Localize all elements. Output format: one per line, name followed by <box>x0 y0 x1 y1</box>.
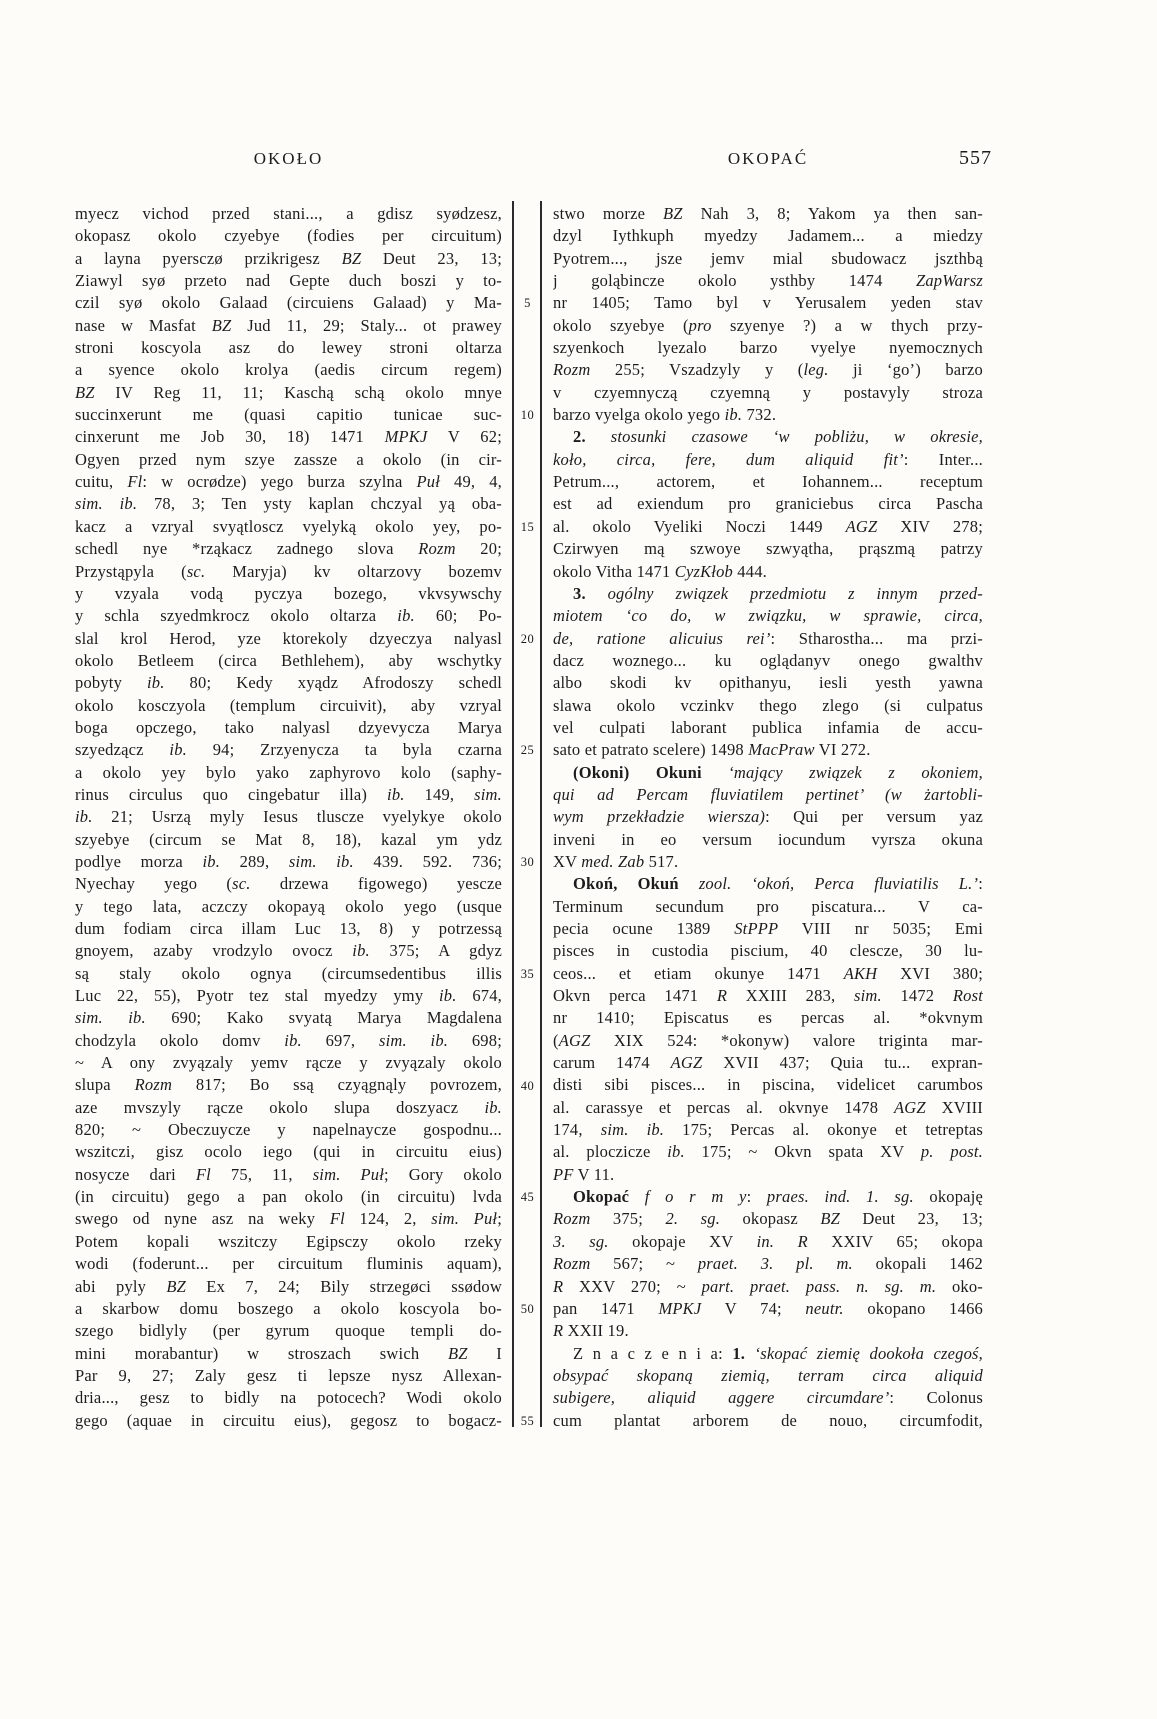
text-line: Pyotrem..., jsze jemv mial sbudowacz jszthbą <box>553 248 983 268</box>
text-line: al. ploczicze ib. 175; ~ Okvn spata XV p. post. <box>553 1142 983 1162</box>
text-line: a okolo yey bylo yako zaphyrovo kolo (saphy- <box>75 762 502 782</box>
text-line: albo skodi kv opithanyu, iesli yesth yawna <box>553 673 983 693</box>
text-line: gego (aquae in circuitu eius), gegosz to bogacz- <box>75 1410 502 1430</box>
text-line: miotem ‘co do, w związku, w sprawie, circa, <box>553 606 983 626</box>
line-number: 15 <box>520 519 535 534</box>
line-number: 55 <box>520 1413 535 1428</box>
text-line: 174, sim. ib. 175; Percas al. okonye et tetreptas <box>553 1120 983 1140</box>
text-line: PF V 11. <box>553 1164 615 1184</box>
text-line: szyenkoch lyezalo barzo vyelye nyemocznych <box>553 338 983 358</box>
text-line: cum plantat arborem de nouo, circumfodit, <box>553 1410 983 1430</box>
text-line: 2. stosunki czasowe ‘w pobliżu, w okresie, <box>573 427 983 447</box>
text-line: 3. sg. okopaje XV in. R XXIV 65; okopa <box>553 1231 983 1251</box>
line-number: 35 <box>520 966 535 981</box>
text-line: pan 1471 MPKJ V 74; neutr. okopano 1466 <box>553 1298 983 1318</box>
line-number: 50 <box>520 1302 535 1317</box>
text-line: Przystąpyla (sc. Maryja) kv oltarzovy bozemv <box>75 561 502 581</box>
text-line: Par 9, 27; Zaly gesz ti lepsze nysz Allexan- <box>75 1365 502 1385</box>
text-line: Okvn perca 1471 R XXIII 283, sim. 1472 Rost <box>553 986 983 1006</box>
text-line: gnoyem, azaby vrodzylo ovocz ib. 375; A gdyz <box>75 941 502 961</box>
text-line: 820; ~ Obeczuycze y napelnaycze gospodnu... <box>75 1120 502 1140</box>
text-line: Rozm 567; ~ praet. 3. pl. m. okopali 1462 <box>553 1254 983 1274</box>
text-line: ~ A ony zvyązaly yemv rącze y zvyązaly okolo <box>75 1053 502 1073</box>
text-line: Potem kopali wszitczy Egipsczy okolo rzeky <box>75 1231 502 1251</box>
text-line: barzo vyelga okolo yego ib. 732. <box>553 405 777 425</box>
text-line: Petrum..., actorem, et Iohannem... receptum <box>553 472 983 492</box>
text-line: Z n a c z e n i a: 1. ‘skopać ziemię dookoła czegoś, <box>573 1343 983 1363</box>
text-line: swego od nyne asz na weky Fl 124, 2, sim. Puł; <box>75 1209 502 1229</box>
text-line: disti sibi pisces... in piscina, videlicet carumbos <box>553 1075 983 1095</box>
text-line: sim. ib. 690; Kako svyatą Marya Magdalena <box>75 1008 502 1028</box>
line-number: 20 <box>520 631 535 646</box>
text-line: sim. ib. 78, 3; Ten ysty kaplan chczyal yą oba- <box>75 494 502 514</box>
text-line: XV med. Zab 517. <box>553 851 679 871</box>
text-line: (AGZ XIX 524: *okonyw) valore triginta mar- <box>553 1030 983 1050</box>
text-line: szyebye (circum se Mat 8, 18), kazal ym ydz <box>75 829 502 849</box>
text-line: (Okoni) Okuni ‘mający związek z okoniem, <box>573 762 983 782</box>
text-line: dzyl Iythkuph myedzy Jadamem... a miedzy <box>553 226 983 246</box>
text-line: y tego lata, aczczy okopayą okolo yego (usque <box>75 896 502 916</box>
text-line: pobyty ib. 80; Kedy xyądz Afrodoszy schedl <box>75 673 502 693</box>
text-line: R XXII 19. <box>553 1321 629 1341</box>
text-line: chodzyla okolo domv ib. 697, sim. ib. 698; <box>75 1030 502 1050</box>
text-line: Okopać f o r m y: praes. ind. 1. sg. okopaję <box>573 1187 983 1207</box>
text-line: szego bidlyly (per gyrum quoque templi do- <box>75 1321 502 1341</box>
text-line: Nyechay yego (sc. drzewa figowego) yescze <box>75 874 502 894</box>
text-line: aze mvszyly rącze okolo slupa doszyacz ib. <box>75 1097 502 1117</box>
text-line: kacz a vzryal svyątloscz vyelyką okolo yey, po- <box>75 516 502 536</box>
text-line: sato et patrato scelere) 1498 MacPraw VI 272. <box>553 740 871 760</box>
text-line: boga opczego, tako nalyasl dzyevycza Marya <box>75 717 502 737</box>
text-line: Okoń, Okuń zool. ‘okoń, Perca fluviatilis L.’: <box>573 874 983 894</box>
line-number: 25 <box>520 743 535 758</box>
text-line: y schla szyedmkrocz okolo oltarza ib. 60; Po- <box>75 606 502 626</box>
text-line: slawa okolo vczinkv thego zlego (si culpatus <box>553 695 983 715</box>
text-line: a skarbow domu boszego a okolo koscyola bo- <box>75 1298 502 1318</box>
text-line: rinus circulus quo cingebatur illa) ib. 149, sim. <box>75 784 502 804</box>
line-number: 40 <box>520 1078 535 1093</box>
text-line: slupa Rozm 817; Bo ssą czyągnąly povrozem, <box>75 1075 502 1095</box>
text-line: a syence okolo krolya (aedis circum regem) <box>75 360 502 380</box>
text-line: nosycze dari Fl 75, 11, sim. Puł; Gory okolo <box>75 1164 502 1184</box>
text-line: koło, circa, fere, dum aliquid fit’: Inter... <box>553 449 983 469</box>
text-line: podlye morza ib. 289, sim. ib. 439. 592. 736; <box>75 851 502 871</box>
text-line: dria..., gesz to bidly na potocech? Wodi okolo <box>75 1388 502 1408</box>
text-line: dacz woznego... ku oglądanyv onego gwalthv <box>553 650 983 670</box>
text-line: slal krol Herod, yze ktorekoly dzyeczya nalyasl <box>75 628 502 648</box>
text-line: vel culpati laborant publica infamia de accu- <box>553 717 983 737</box>
text-line: Luc 22, 55), Pyotr tez stal myedzy ymy ib. 674, <box>75 986 502 1006</box>
line-number: 45 <box>520 1190 535 1205</box>
text-line: al. okolo Vyeliki Noczi 1449 AGZ XIV 278; <box>553 516 983 536</box>
gutter <box>502 203 553 1432</box>
text-line: okopasz okolo czyebye (fodies per circuitum) <box>75 226 502 246</box>
text-line: Rozm 255; Vszadzyly y (leg. ji ‘go’) barzo <box>553 360 983 380</box>
text-line: wszitczi, gisz ocolo iego (qui in circuitu eius) <box>75 1142 502 1162</box>
left-column <box>75 203 502 1432</box>
text-line: al. carassye et percas al. okvnye 1478 AGZ XVIII <box>553 1097 983 1117</box>
text-line: subigere, aliquid aggere circumdare’: Colonus <box>553 1388 983 1408</box>
text-line: succinxerunt me (quasi capitio tunicae suc- <box>75 405 502 425</box>
text-line: BZ IV Reg 11, 11; Kaschą schą okolo mnye <box>75 382 502 402</box>
text-line: Ogyen przed nym szye zassze a okolo (in cir- <box>75 449 502 469</box>
text-line: ib. 21; Usrzą myly Iesus tluscze vyelykye okolo <box>75 807 502 827</box>
page-number: 557 <box>959 147 992 169</box>
header-left-entry: OKOŁO <box>253 149 324 168</box>
text-line: (in circuitu) gego a pan okolo (in circuitu) lvda <box>75 1187 502 1207</box>
text-line: wym przekładzie wiersza): Qui per versum yaz <box>553 807 983 827</box>
gutter-rule-right <box>540 201 542 1427</box>
right-column <box>553 203 983 1432</box>
text-line: okolo Betleem (circa Bethlehem), aby wschytky <box>75 650 502 670</box>
text-line: czil syø okolo Galaad (circuiens Galaad) y Ma- <box>75 293 502 313</box>
line-number: 5 <box>524 296 531 311</box>
text-line: Rozm 375; 2. sg. okopasz BZ Deut 23, 13; <box>553 1209 983 1229</box>
text-line: nr 1405; Tamo byl v Yerusalem yeden stav <box>553 293 983 313</box>
text-line: stroni koscyola asz do lewey stroni oltarza <box>75 338 502 358</box>
text-line: okolo Vitha 1471 CyzKłob 444. <box>553 561 767 581</box>
text-line: pisces in custodia piscium, 40 clescze, 30 lu- <box>553 941 983 961</box>
text-line: 3. ogólny związek przedmiotu z innym przed- <box>573 583 983 603</box>
text-line: R XXV 270; ~ part. praet. pass. n. sg. m. oko- <box>553 1276 983 1296</box>
text-line: carum 1474 AGZ XVII 437; Quia tu... expran- <box>553 1053 983 1073</box>
running-head <box>0 149 1157 173</box>
text-line: cinxerunt me Job 30, 18) 1471 MPKJ V 62; <box>75 427 502 447</box>
text-line: qui ad Percam fluviatilem pertinet’ (w żartobli- <box>553 784 983 804</box>
gutter-rule-left <box>512 201 514 1427</box>
text-line: nase w Masfat BZ Jud 11, 29; Staly... ot prawey <box>75 315 502 335</box>
text-line: szyedzącz ib. 94; Zrzyenycza ta byla czarna <box>75 740 502 760</box>
text-line: Czirwyen mą szwoye szwyątha, prąszmą patrzy <box>553 539 983 559</box>
text-line: Ziawyl syø przeto nad Gepte duch boszi y to- <box>75 271 502 291</box>
text-line: wodi (foderunt... per circuitum fluminis aquam), <box>75 1254 502 1274</box>
text-line: schedl nye *rząkacz zadnego slova Rozm 20; <box>75 539 502 559</box>
text-line: j goląbincze okolo ysthby 1474 ZapWarsz <box>553 271 983 291</box>
text-line: mini morabantur) w stroszach swich BZ I <box>75 1343 502 1363</box>
page-body <box>75 203 983 1432</box>
text-line: y vzyala vodą pyczya bozego, vkvsywschy <box>75 583 502 603</box>
text-line: v czyemnyczą czyemną y postavyly stroza <box>553 382 983 402</box>
text-line: obsypać skopaną ziemią, terram circa aliquid <box>553 1365 983 1385</box>
text-line: nr 1410; Episcatus es percas al. *okvnym <box>553 1008 983 1028</box>
text-line: stwo morze BZ Nah 3, 8; Yakom ya then san- <box>553 204 983 223</box>
text-line: myecz vichod przed stani..., a gdisz syødzesz, <box>75 204 502 223</box>
text-line: inveni in eo versum iocundum vyrsza okuna <box>553 829 983 849</box>
text-line: de, ratione alicuius rei’: Stharostha... ma przi- <box>553 628 983 648</box>
text-line: cuitu, Fl: w ocrødze) yego burza szylna Puł 49, 4, <box>75 472 502 492</box>
line-number: 10 <box>520 408 535 423</box>
text-line: okolo szyebye (pro szyenye ?) a w thych przy- <box>553 315 983 335</box>
text-line: pecia ocune 1389 StPPP VIII nr 5035; Emi <box>553 919 983 938</box>
text-line: Terminum secundum pro piscatura... V ca- <box>553 896 983 916</box>
header-right-entry: OKOPAĆ <box>727 149 809 168</box>
text-line: dum fodiam circa illam Luc 13, 8) y potrzessą <box>75 919 502 938</box>
text-line: est ad exiendum pro graniciebus circa Pascha <box>553 494 983 514</box>
text-line: ceos... et etiam okunye 1471 AKH XVI 380; <box>553 963 983 983</box>
line-number: 30 <box>520 855 535 870</box>
text-line: a layna pyersczø przikrigesz BZ Deut 23, 13; <box>75 248 502 268</box>
text-line: okolo kosczyola (templum circuivit), aby vzryal <box>75 695 502 715</box>
text-line: są staly okolo ognya (circumsedentibus illis <box>75 963 502 983</box>
text-line: abi pyly BZ Ex 7, 24; Bily strzegøci ssødow <box>75 1276 502 1296</box>
